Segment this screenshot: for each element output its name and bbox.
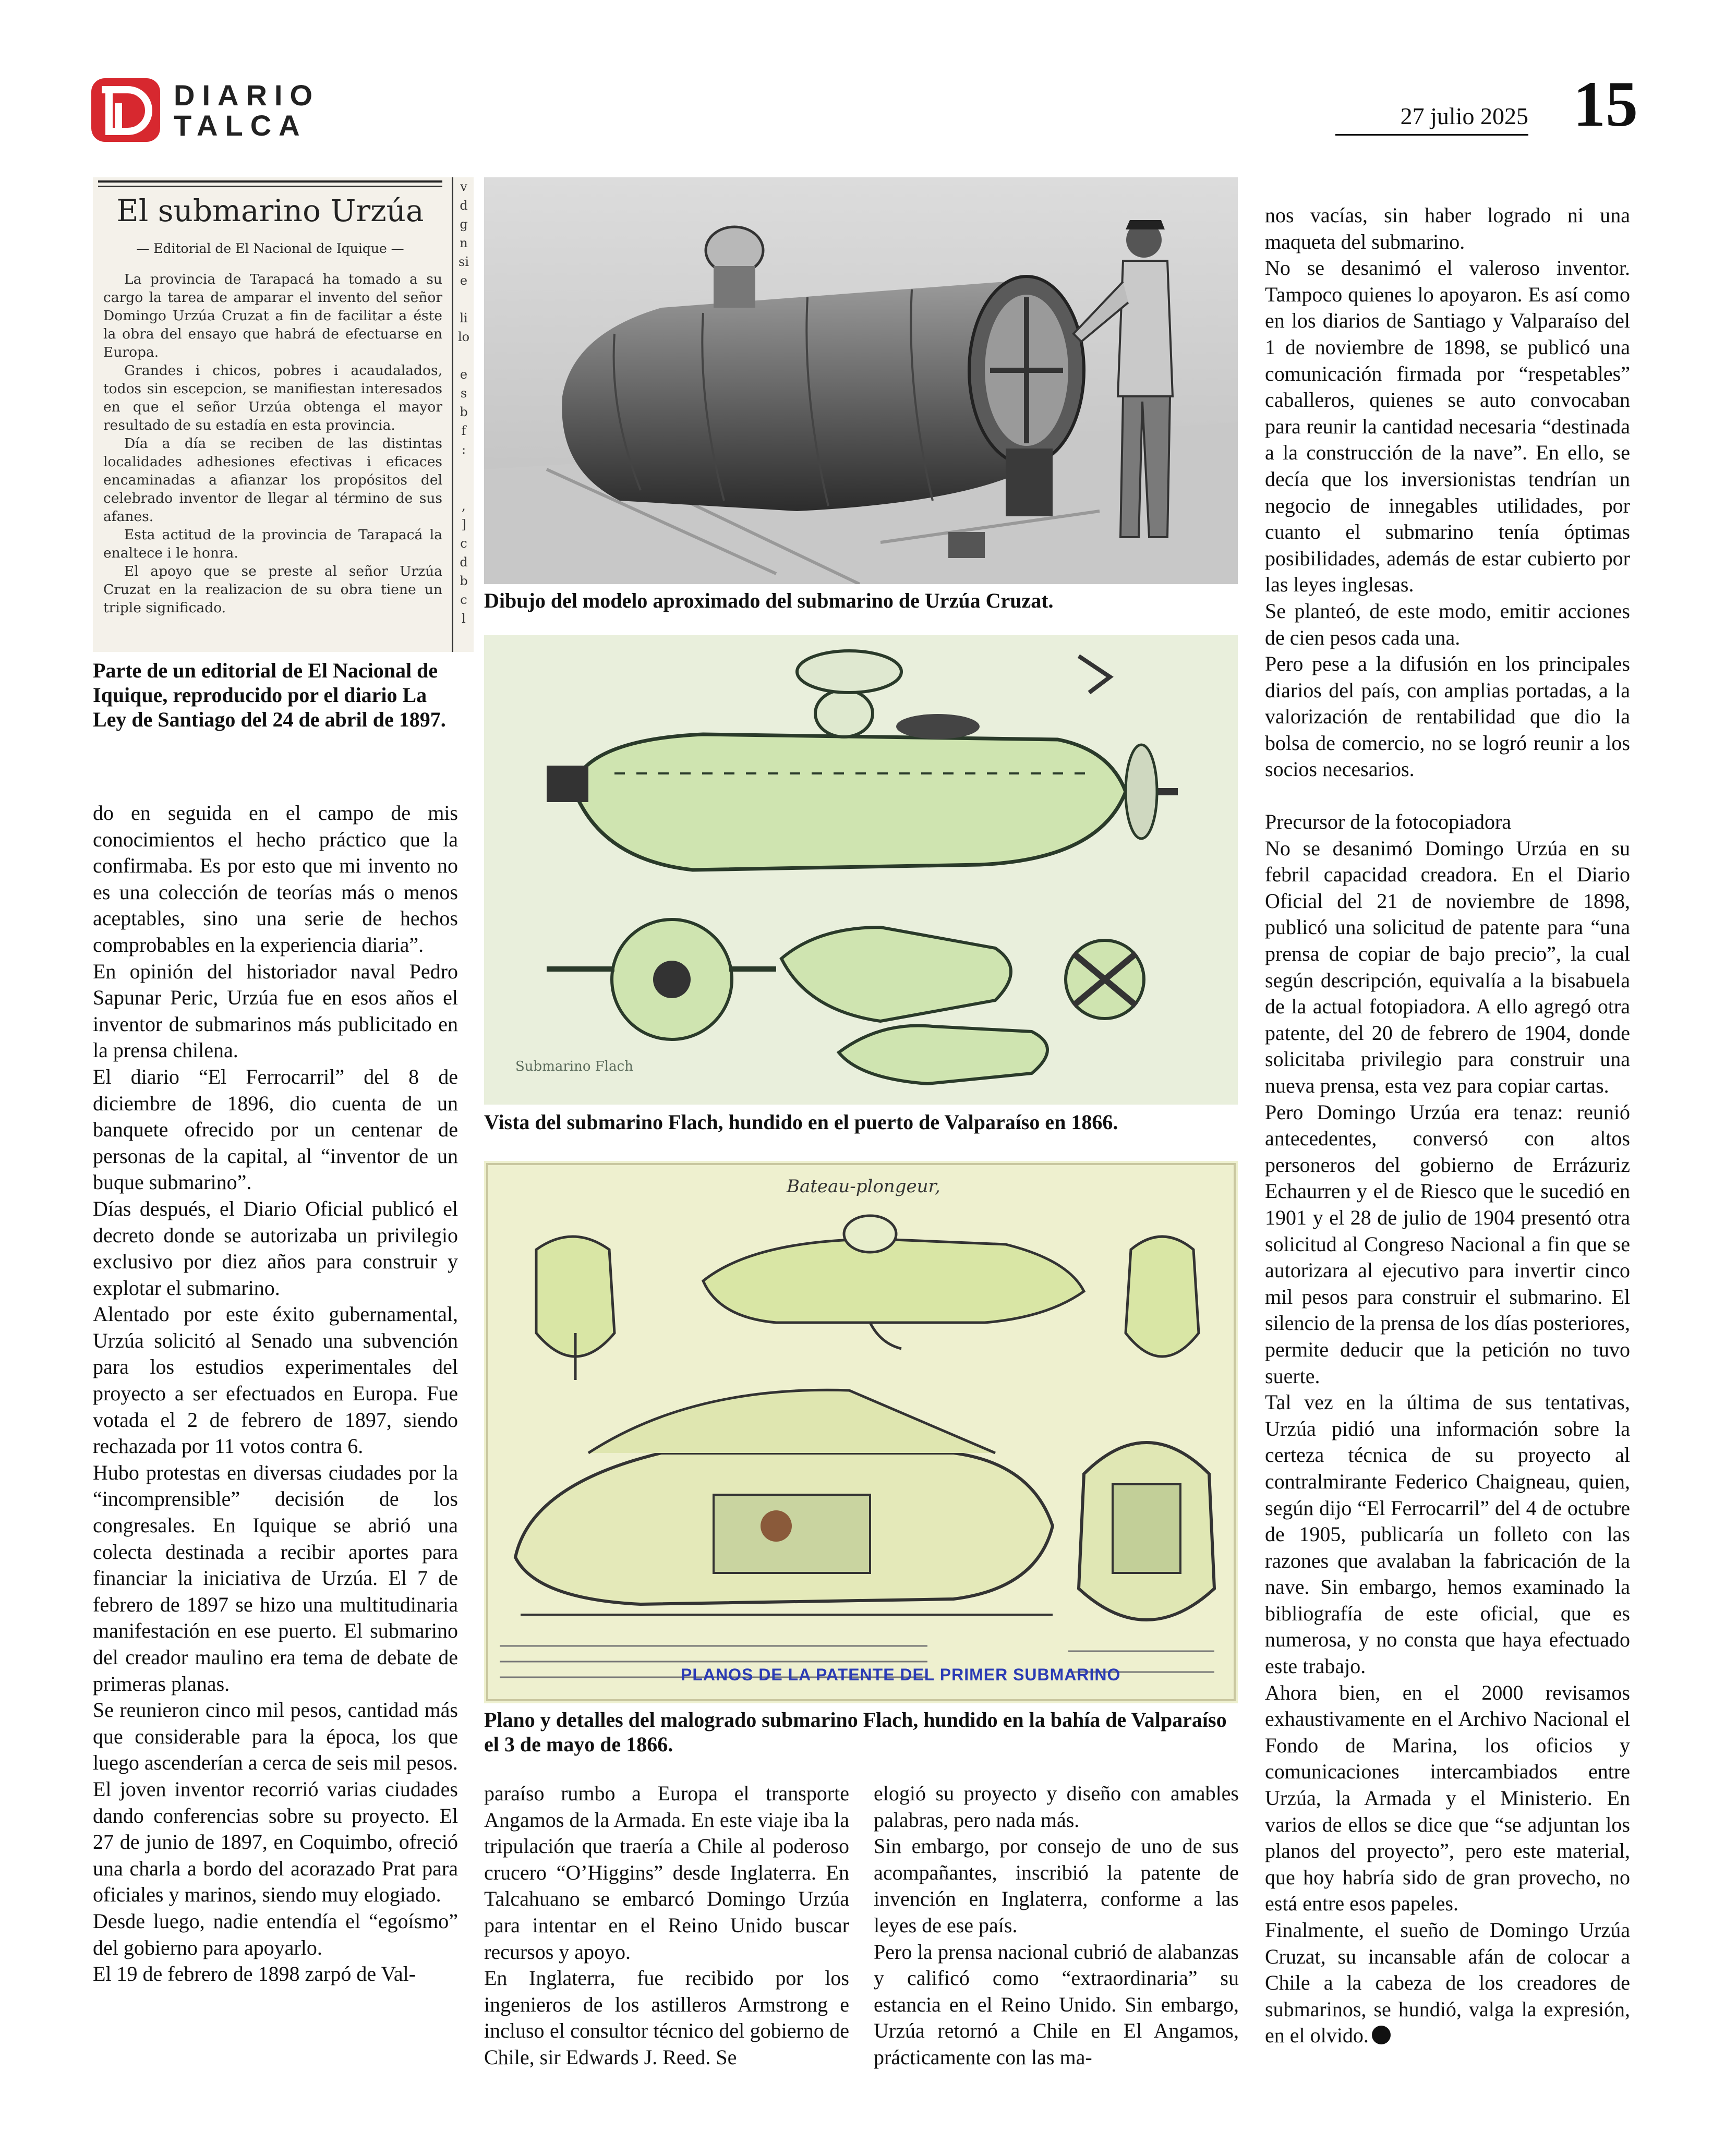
clipping-paragraph: Esta actitud de la provincia de Tarapacá la enaltece i le honra. — [103, 527, 442, 561]
issue-date: 27 julio 2025 — [1335, 102, 1528, 136]
paragraph: elogió su proyecto y diseño con amables palabras, pero nada más. — [874, 1782, 1239, 1832]
clipping-paragraph: Día a día se reciben de las distintas localidades adhesiones efectivas i eficaces encaminadas a afianzar los propósitos del celebrado inventor de llegar al término de sus afanes. — [103, 435, 442, 525]
paragraph: Pero la prensa nacional cubrió de alabanzas y calificó como “extraordinaria” su estancia en el Reino Unido. Sin embargo, Urzúa retornó a Chile en El Angamos, prácticamente con las ma- — [874, 1940, 1239, 2069]
clipping-paragraph: Grandes i chicos, pobres i acaudalados, todos sin escepcion, se manifiestan interesados en que el señor Urzúa obtenga el mayor resultado de su estadía en esta provincia. — [103, 362, 442, 433]
end-of-article-mark — [1372, 2026, 1391, 2044]
paragraph: paraíso rumbo a Europa el transporte Angamos de la Armada. En este viaje iba la tripulación que traería a Chile al poderoso crucero “O’Higgins” desde Inglaterra. En Talcahuano se embarcó Domingo Urzúa para intentar en el Reino Unido buscar recursos y apoyo. — [484, 1782, 849, 1964]
paragraph: No se desanimó Domingo Urzúa en su febril capacidad creadora. En el Diario Oficial del 21 de noviembre de 1898, publicó una solicitud de patente para “una prensa de copiar de bajo precio”, la cual según descripción, equivalía a la bisabuela de la actual fotopiadora. A ello agregó otra patente, del 20 de febrero de 1904, donde solicitaba privilegio para construir una nueva prensa, esta vez para copiar cartas. — [1265, 836, 1630, 1097]
paragraph: Se planteó, de este modo, emitir acciones de cien pesos cada una. — [1265, 599, 1630, 649]
paragraph: Hubo protestas en diversas ciudades por la “incomprensible” decisión de los congresales. En Iquique se abrió una colecta destinada a recibir aportes para financiar la iniciativa de Urzúa. El 7 de febrero de 1897 se hizo una multitudinaria manifestación en ese puerto. El submarino del creador maulino era tema de debate de primeras planas. — [93, 1460, 458, 1695]
clipping-paragraph: La provincia de Tarapacá ha tomado a su cargo la tarea de amparar el invento del señor Domingo Urzúa Cruzat a fin de facilitar a éste la obra del ensayo que habrá de efectuarse en Europa. — [103, 271, 442, 360]
clipping-body — [103, 270, 442, 617]
article-column-2 — [484, 1780, 849, 2071]
section-subhead: Precursor de la fotocopiadora — [1265, 810, 1512, 834]
editorial-clipping-image — [93, 177, 474, 652]
final-paragraph-text: Finalmente, el sueño de Domingo Urzúa Cruzat, su incansable afán de colocar a Chile a la cabeza de los creadores de submarinos, se hundió, valga la expresión, en el olvido. — [1265, 1918, 1630, 2048]
flach-signature: Submarino Flach — [515, 1059, 633, 1074]
clipping-paragraph: El apoyo que se preste al señor Urzúa Cruzat en la realizacion de su obra tiene un triple significado. — [103, 563, 442, 616]
paragraph: Sin embargo, por consejo de uno de sus acompañantes, inscribió la patente de invención en Inglaterra, conforme a las leyes de ese país. — [874, 1834, 1239, 1937]
paragraph-final — [1265, 1917, 1630, 2049]
paragraph: Días después, el Diario Oficial publicó el decreto donde se autorizaba un privilegio exclusivo por diez años para construir y explotar el submarino. — [93, 1196, 458, 1300]
plans-overlay-label: PLANOS DE LA PATENTE DEL PRIMER SUBMARINO — [681, 1665, 1121, 1684]
paragraph: No se desanimó el valeroso inventor. Tampoco quienes lo apoyaron. Es así como en los diarios de Santiago y Valparaíso del 1 de noviembre de 1898, se publicó una comunicación firmada por “respetables” caballeros, quienes se auto convocaban para reunir la cantidad necesaria “destinada a la construcción de la nave”. En ello, se decía que los inversionistas tendrían un negocio de innegables utilidades, por cuanto el submarino tenía óptimas posibilidades, además de estar cubierto por las leyes inglesas. — [1265, 256, 1630, 597]
caption-flach-plans: Plano y detalles del malogrado submarino Flach, hundido en la bahía de Valparaíso el 3 de mayo de 1866. — [484, 1708, 1227, 1756]
logo-d-icon — [91, 78, 160, 142]
page-number: 15 — [1573, 68, 1638, 140]
paragraph: Pero pese a la difusión en los principales diarios del país, con amplias portadas, a la valorización de rentabilidad que dio la bolsa de comercio, no se logró reunir a los socios necesarios. — [1265, 652, 1630, 781]
paragraph: En Inglaterra, fue recibido por los ingenieros de los astilleros Armstrong e incluso el consultor técnico del gobierno de Chile, sir Edwards J. Reed. Se — [484, 1966, 849, 2069]
paragraph: Se reunieron cinco mil pesos, cantidad más que considerable para la época, los que luego ascenderían a cerca de seis mil pesos. — [93, 1698, 458, 1775]
flach-submarine-view-image — [484, 635, 1238, 1105]
logo-line-diario: DIARIO — [174, 79, 320, 112]
diario-talca-logo — [91, 78, 320, 146]
paragraph: do en seguida en el campo de mis conocimientos el hecho práctico que la confirmaba. Es por esto que mi invento no es una colección de teorías más o menos aceptables, sino una serie de hechos comprobables en la experiencia diaria”. — [93, 801, 458, 956]
article-column-4 — [1265, 202, 1630, 2049]
paragraph: Ahora bien, en el 2000 revisamos exhaustivamente en el Archivo Nacional el Fondo de Marina, los oficios y comunicaciones intercambiados entre Urzúa, la Armada y el Ministerio. En varios de ellos se dice que “se adjuntan los planos del proyecto”, pero este material, que hoy habría sido de gran provecho, no está entre esos papeles. — [1265, 1680, 1630, 1916]
paragraph: Tal vez en la última de sus tentativas, Urzúa pidió una información sobre la certeza técnica de su proyecto al contralmirante Federico Chaigneau, quien, según dijo “El Ferrocarril” del 4 de octubre de 1905, publicaría un folleto con las razones que avalaban la fabricación de la nave. Sin embargo, hemos examinado la bibliografía de este oficial, que es numerosa, y no consta que haya efectuado este trabajo. — [1265, 1390, 1630, 1678]
article-column-1 — [93, 800, 458, 1988]
clipping-subtitle: — Editorial de El Nacional de Iquique — — [136, 241, 404, 256]
paragraph: El joven inventor recorrió varias ciudades dando conferencias sobre su proyecto. El 27 de junio de 1897, en Coquimbo, ofreció una charla a bordo del acorazado Prat para oficiales y marinos, siendo muy elogiado. — [93, 1777, 458, 1907]
paragraph: Pero Domingo Urzúa era tenaz: reunió antecedentes, conversó con altos personeros del gobierno de Errázuriz Echaurren y el de Riesco que le sucedió en 1901 y el 28 de julio de 1904 presentó otra solicitud al Congreso Nacional a fin que se autorizara al ejecutivo para invertir cinco mil pesos para construir el submarino. El silencio de la prensa de los días posteriores, permite deducir que la petición no tuvo suerte. — [1265, 1100, 1630, 1388]
plans-title: Bateau-plongeur, — [787, 1176, 940, 1197]
paragraph: El 19 de febrero de 1898 zarpó de Val- — [93, 1962, 416, 1986]
paragraph: Desde luego, nadie entendía el “egoísmo” del gobierno para apoyarlo. — [93, 1909, 458, 1959]
flach-plans-image — [484, 1161, 1238, 1703]
logo-wordmark — [174, 80, 320, 141]
submarine-drawing-image — [484, 177, 1238, 584]
paragraph: Alentado por este éxito gubernamental, Urzúa solicitó al Senado una subvención para los estudios experimentales del proyecto a ser efectuados en Europa. Fue votada el 2 de febrero de 1897, siendo rechazada por 11 votos contra 6. — [93, 1302, 458, 1458]
caption-flach-view: Vista del submarino Flach, hundido en el puerto de Valparaíso en 1866. — [484, 1110, 1118, 1134]
clipping-top-rule-thin — [98, 186, 442, 187]
paragraph: En opinión del historiador naval Pedro Sapunar Peric, Urzúa fue en esos años el inventor de submarinos más publicitado en la prensa chilena. — [93, 959, 458, 1062]
clipping-top-rule — [98, 180, 442, 183]
logo-line-talca: TALCA — [174, 109, 307, 142]
caption-drawing: Dibujo del modelo aproximado del submarino de Urzúa Cruzat. — [484, 589, 1054, 612]
clipping-title: El submarino Urzúa — [116, 193, 424, 228]
caption-clipping: Parte de un editorial de El Nacional de Iquique, reproducido por el diario La Ley de Santiago del 24 de abril de 1897. — [93, 659, 446, 731]
paragraph: nos vacías, sin haber logrado ni una maqueta del submarino. — [1265, 203, 1630, 253]
article-column-3 — [874, 1780, 1239, 2071]
clipping-adjacent-column-fragment: v d g n si e li lo e s b f : , ] c d b c l — [452, 177, 474, 652]
paragraph: El diario “El Ferrocarril” del 8 de diciembre de 1896, dio cuenta de un banquete ofrecido por un centenar de personas de la capital, al “inventor de un buque submarino”. — [93, 1064, 458, 1194]
